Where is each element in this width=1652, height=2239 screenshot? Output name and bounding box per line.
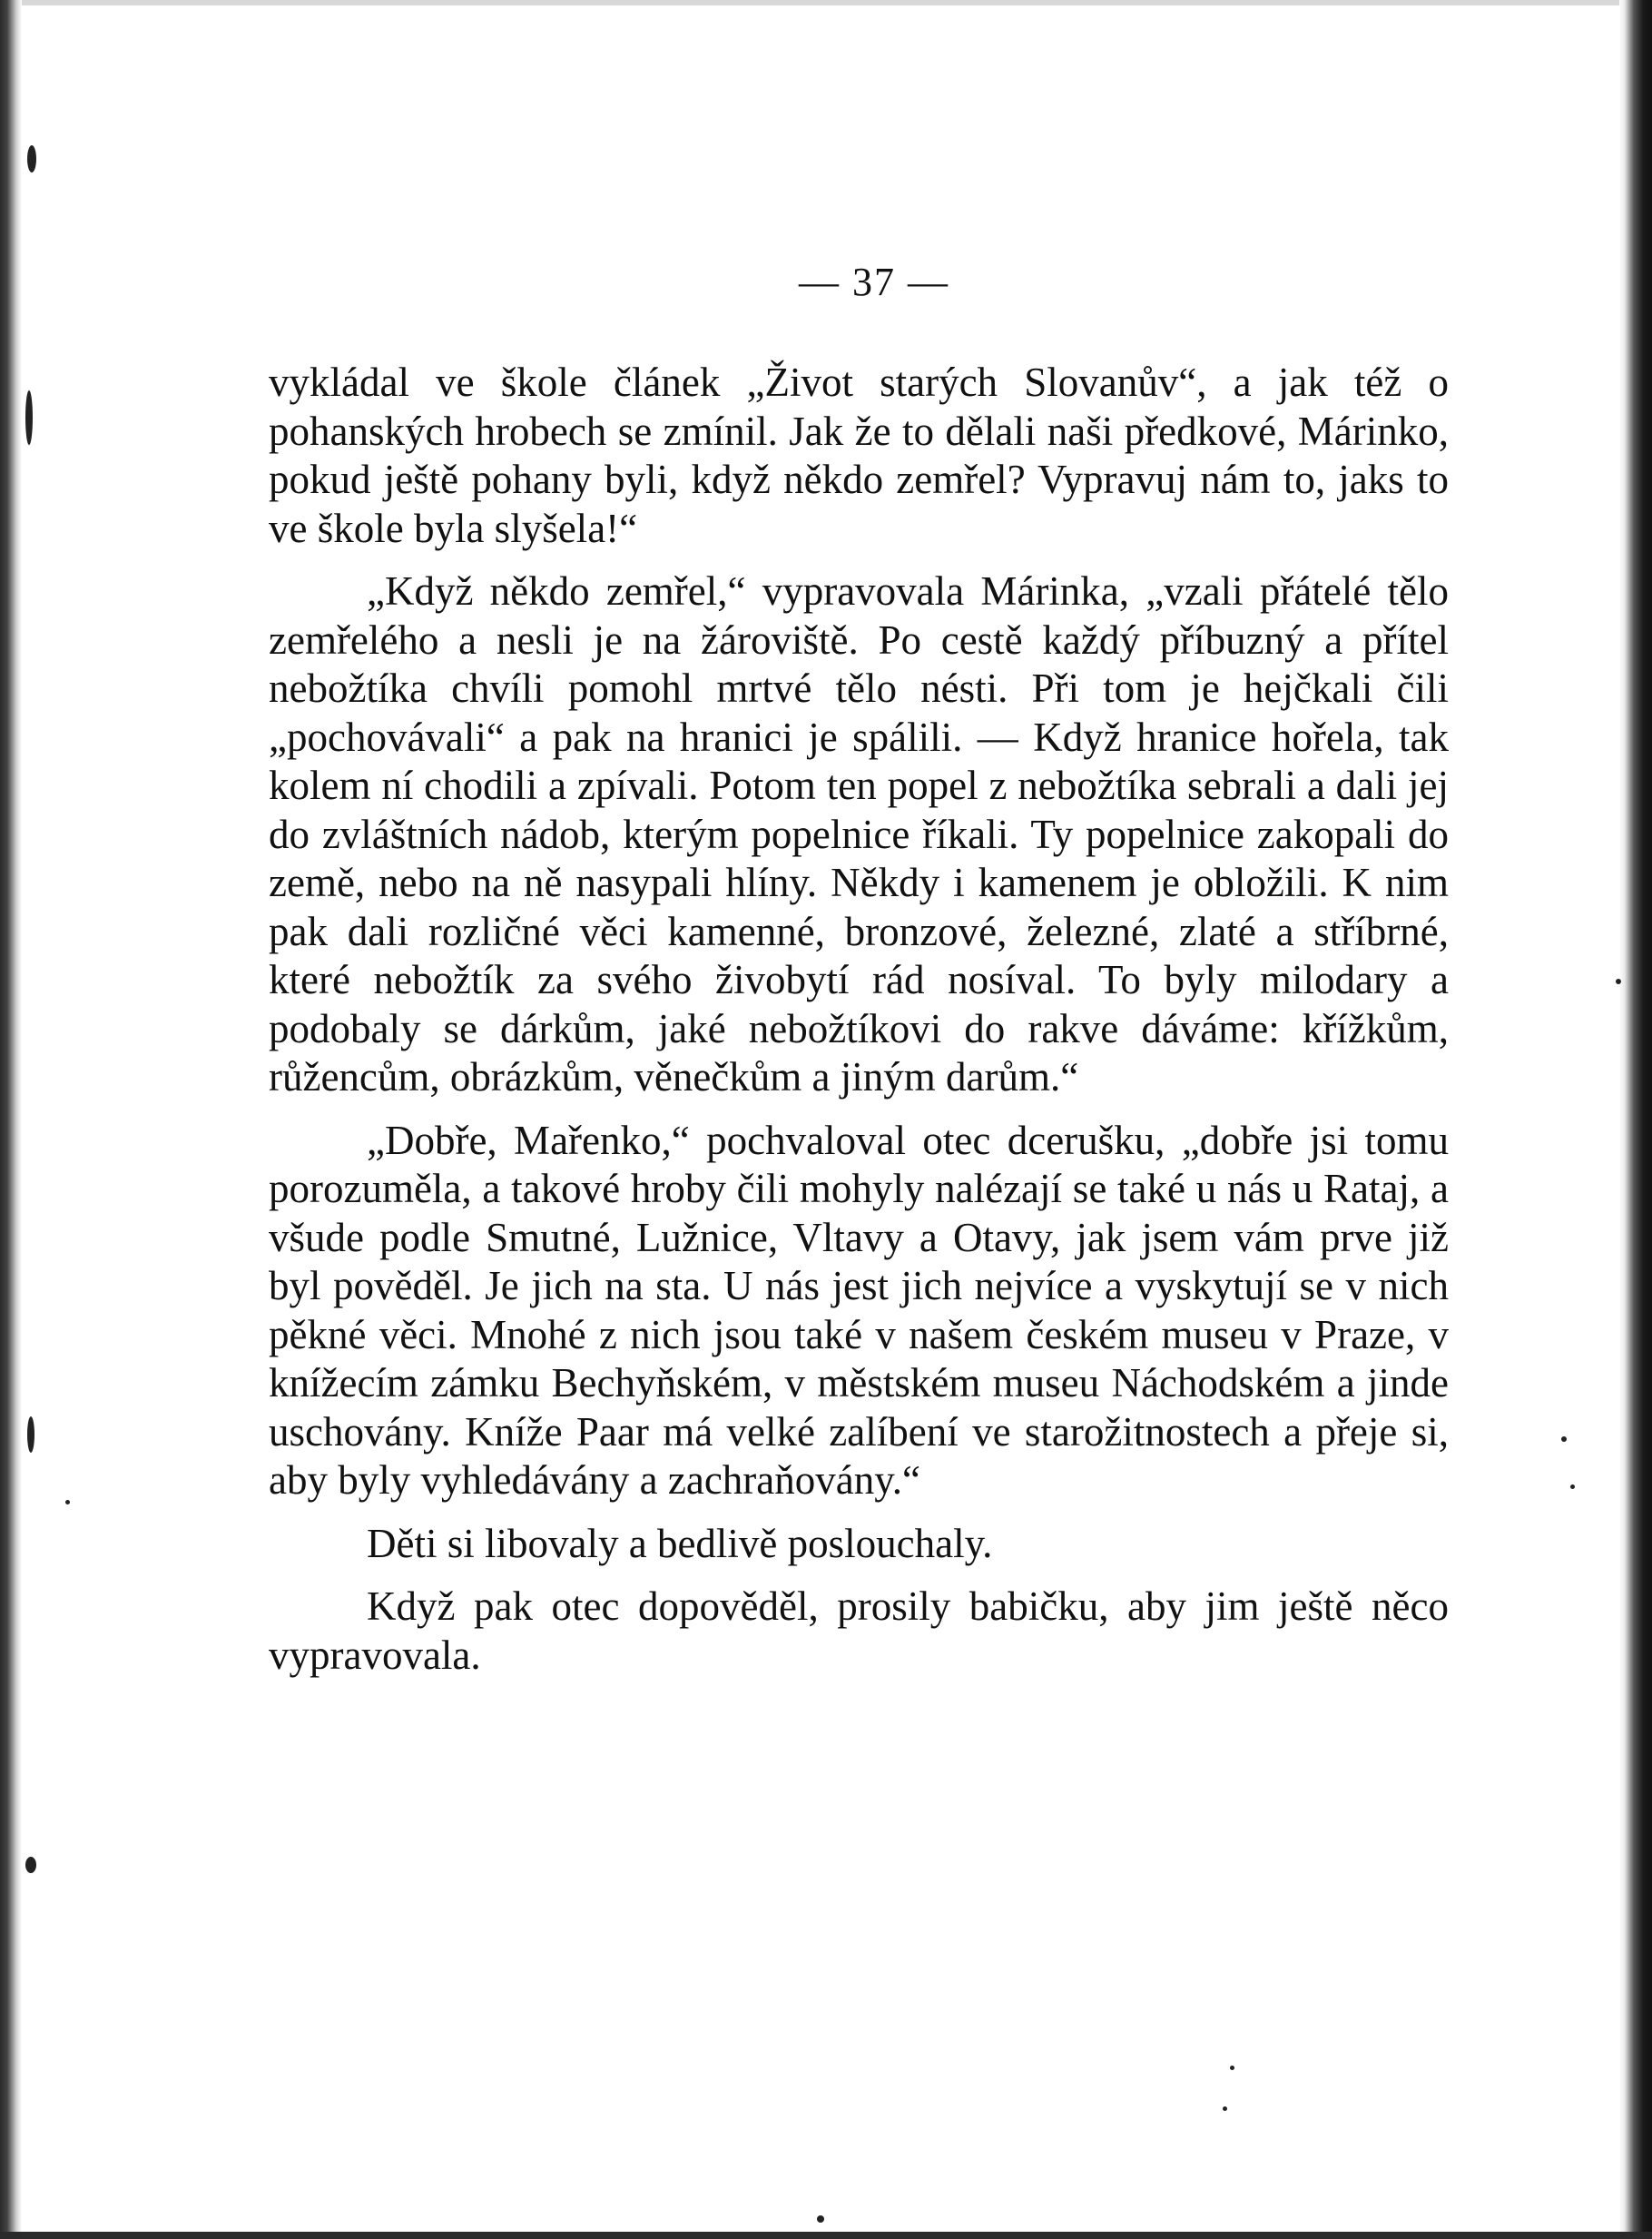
- scan-speck: [1230, 2066, 1234, 2070]
- scan-speck: [817, 2215, 824, 2223]
- body-text: [269, 359, 1449, 1694]
- scan-right-edge: [1619, 0, 1652, 2239]
- scan-speck: [65, 1500, 70, 1504]
- scan-speck: [27, 1416, 34, 1453]
- scan-left-edge: [0, 0, 22, 2239]
- scan-speck: [1616, 979, 1621, 984]
- paragraph: „Dobře, Mařenko,“ pochvaloval otec dcerušku, „dobře jsi tomu porozuměla, a takové hroby čili mohyly nalézají se také u nás u Rataj, a všude podle Smutné, Lužnice, Vltavy a Otavy, jak jsem vám prve již byl pověděl. Je jich na sta. U nás jest jich nejvíce a vyskytují se v nich pěkné věci. Mnohé z nich jsou také v našem českém museu v Praze, v knížecím zámku Bechyňském, v městském museu Náchodském a jinde uschovány. Kníže Paar má velké zalíbení ve starožitnostech a přeje si, aby byly vyhledávány a zachraňovány.“: [269, 1117, 1449, 1503]
- scan-top-edge: [0, 0, 1652, 5]
- scan-speck: [1561, 1436, 1567, 1442]
- scan-speck: [25, 390, 33, 445]
- scan-speck: [1223, 2106, 1227, 2111]
- paragraph: Když pak otec dopověděl, prosily babičku, aby jim ještě něco vypravovala.: [269, 1583, 1449, 1678]
- scan-speck: [27, 145, 36, 173]
- paragraph: Děti si libovaly a bedlivě poslouchaly.: [367, 1520, 993, 1566]
- scan-bottom-edge: [0, 2232, 1652, 2239]
- scan-speck: [25, 1857, 36, 1873]
- scan-speck: [1570, 1484, 1575, 1489]
- paragraph: „Když někdo zemřel,“ vypravovala Márinka, „vzali přátelé tělo zemřelého a nesli je na žároviště. Po cestě každý příbuzný a přítel nebožtíka chvíli pomohl mrtvé tělo nésti. Při tom je hejčkali čili „pochovávali“ a pak na hranici je spálili. — Když hranice hořela, tak kolem ní chodili a zpívali. Potom ten popel z nebožtíka sebrali a dali jej do zvláštních nádob, kterým popelnice říkali. Ty popelnice zakopali do země, nebo na ně nasypali hlíny. Někdy i kamenem je obložili. K nim pak dali rozličné věci kamenné, bronzové, železné, zlaté a stříbrné, které nebožtík za svého živobytí rád nosíval. To byly milodary a podobaly se dárkům, jaké nebožtíkovi do rakve dáváme: křížkům, růžencům, obrázkům, věnečkům a jiným darům.“: [269, 568, 1449, 1100]
- paragraph: vykládal ve škole článek „Život starých Slovanův“, a jak též o pohanských hrobech se zmínil. Jak že to dělali naši předkové, Márinko, pokud ještě pohany byli, když někdo zemřel? Vypravuj nám to, jaks to ve škole byla slyšela!“: [269, 360, 1449, 551]
- page-number: — 37 —: [799, 260, 949, 304]
